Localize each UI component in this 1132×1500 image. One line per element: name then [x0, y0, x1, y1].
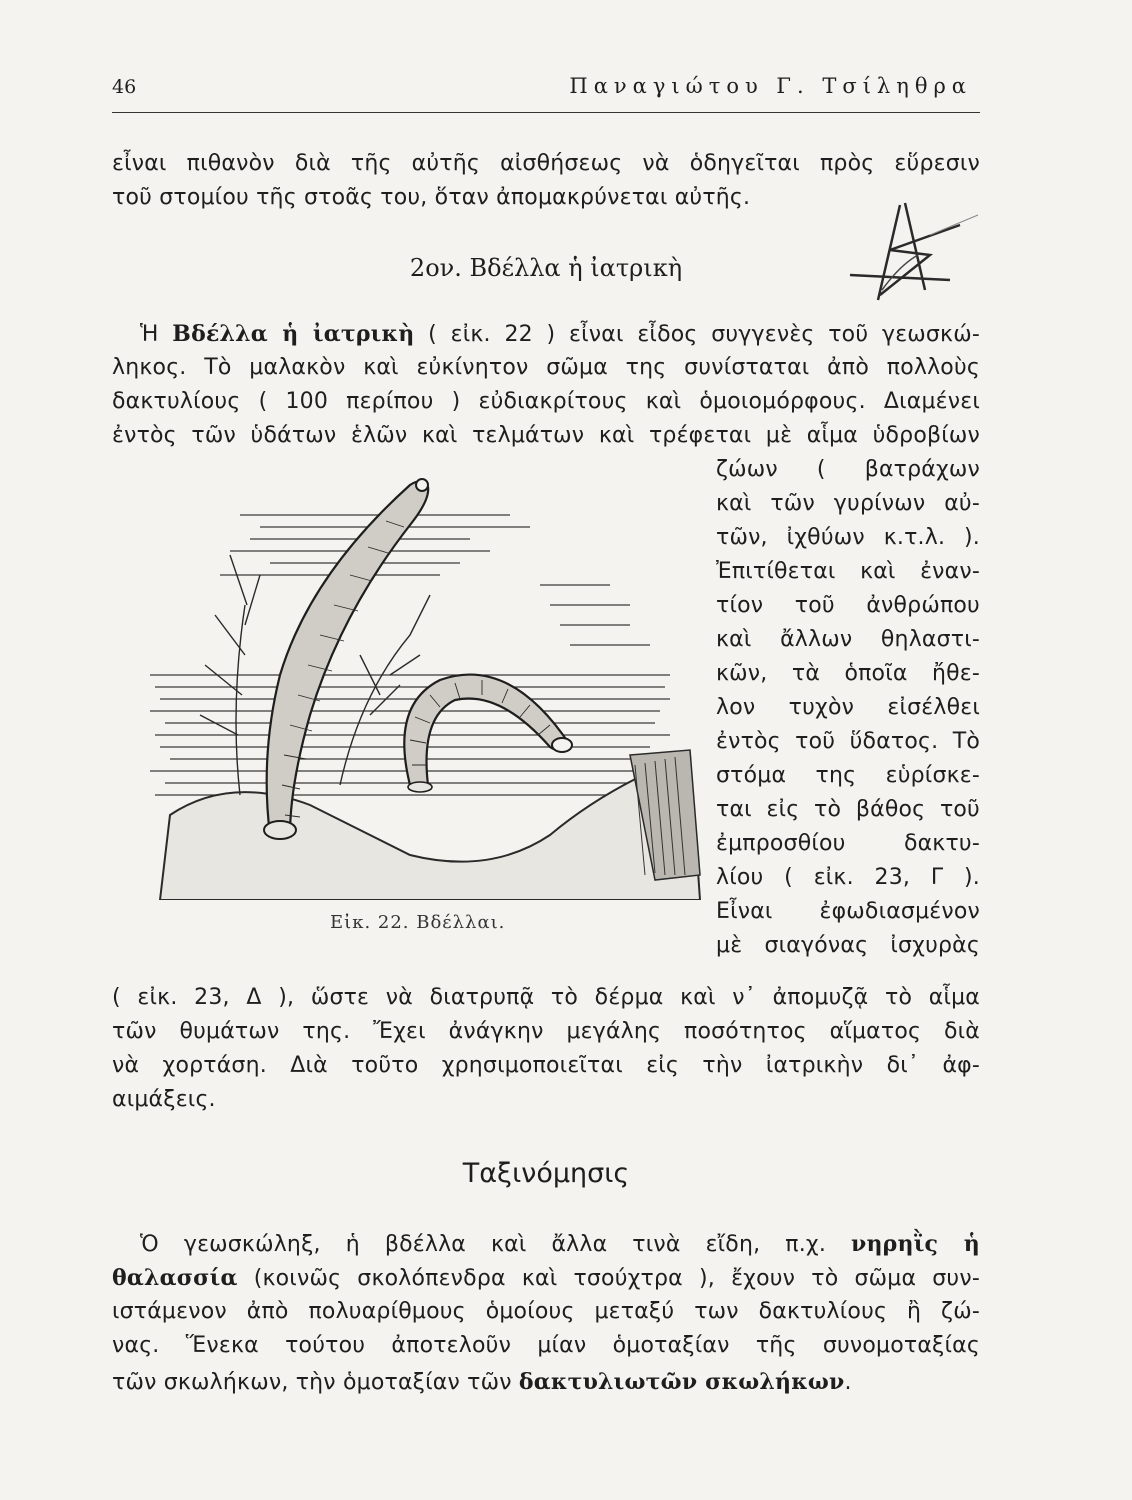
text-line: δακτυλίους ( 100 περίπου ) εὐδιακρίτους καὶ ὁμοιομόρφους. Διαμένει: [112, 389, 980, 414]
classification-heading: Ταξινόμησις: [462, 1158, 630, 1189]
bold-term: νηρηῒς ἡ: [851, 1231, 980, 1257]
bold-term: Βδέλλα ἡ ἰατρικὴ: [172, 321, 415, 347]
running-title: Παναγιώτου Γ. Τσίληθρα: [569, 74, 972, 98]
text-line: Εἶναι ἐφωδιασμένον: [716, 899, 980, 924]
handwritten-mark: [830, 195, 980, 310]
text-line: αιμάξεις.: [112, 1087, 216, 1112]
text-line: νας. Ἕνεκα τούτου ἀποτελοῦν μίαν ὁμοταξίαν τῆς συνομοταξίας: [112, 1333, 980, 1358]
text-line: ἐντὸς τοῦ ὕδατος. Τὸ: [716, 729, 980, 754]
text-line: κῶν, τὰ ὁποῖα ἤθε-: [716, 661, 980, 686]
text-line: λον τυχὸν εἰσέλθει: [716, 695, 980, 720]
text-line: τοῦ στομίου τῆς στοᾶς του, ὅταν ἀπομακρύνεται αὐτῆς.: [112, 185, 751, 210]
paragraph-first-line: [140, 1228, 980, 1261]
leech-illustration: [110, 455, 710, 900]
text-span: .: [844, 1370, 852, 1395]
text-line: ιστάμενον ἀπὸ πολυαρίθμους ὁμοίους μεταξύ των δακτυλίους ἢ ζώ-: [112, 1299, 980, 1324]
bold-term: θαλασσία: [112, 1265, 238, 1291]
text-span: (κοινῶς σκολόπενδρα καὶ τσούχτρα ), ἔχουν τὸ σῶμα συν-: [237, 1266, 980, 1291]
text-line: μὲ σιαγόνας ἰσχυρὰς: [716, 933, 980, 958]
text-line: λίου ( εἰκ. 23, Γ ).: [716, 865, 980, 890]
text-line: καὶ ἄλλων θηλαστι-: [716, 627, 980, 652]
page-header: [112, 72, 980, 113]
text-line: τῶν θυμάτων της. Ἔχει ἀνάγκην μεγάλης ποσότητος αἵματος διὰ: [112, 1019, 980, 1044]
text-line: [112, 1366, 980, 1399]
text-line: καὶ τῶν γυρίνων αὐ-: [716, 491, 980, 516]
text-line: στόμα της εὑρίσκε-: [716, 763, 980, 788]
text-line: εἶναι πιθανὸν διὰ τῆς αὐτῆς αἰσθήσεως νὰ ὁδηγεῖται πρὸς εὕρεσιν: [112, 151, 980, 176]
text-line: ληκος. Τὸ μαλακὸν καὶ εὐκίνητον σῶμα της συνίσταται ἀπὸ πολλοὺς: [112, 355, 980, 380]
text-line: ται εἰς τὸ βάθος τοῦ: [716, 797, 980, 822]
figure-caption: Εἰκ. 22. Βδέλλαι.: [330, 912, 506, 933]
section-heading: 2ον. Βδέλλα ἡ ἰατρικὴ: [409, 254, 683, 282]
text-line: [112, 1262, 980, 1295]
text-line: ζώων ( βατράχων: [716, 457, 980, 482]
text-span: Ὁ γεωσκώληξ, ἡ βδέλλα καὶ ἄλλα τινὰ εἴδη, π.χ.: [140, 1232, 852, 1257]
text-line: ( εἰκ. 23, Δ ), ὥστε νὰ διατρυπᾷ τὸ δέρμα καὶ ν᾽ ἀπομυζᾷ τὸ αἷμα: [112, 985, 980, 1010]
text-span: τῶν σκωλήκων, τὴν ὁμοταξίαν τῶν: [112, 1370, 519, 1395]
paragraph-first-line: [140, 318, 980, 351]
text-line: ἐντὸς τῶν ὑδάτων ἑλῶν καὶ τελμάτων καὶ τρέφεται μὲ αἷμα ὑδροβίων: [112, 423, 980, 448]
bold-term: δακτυλιωτῶν σκωλήκων: [518, 1369, 845, 1395]
text-line: νὰ χορτάση. Διὰ τοῦτο χρησιμοποιεῖται εἰς τὴν ἰατρικὴν δι᾽ ἀφ-: [112, 1053, 980, 1078]
text-line: τίον τοῦ ἀνθρώπου: [716, 593, 980, 618]
text-span: ( εἰκ. 22 ) εἶναι εἶδος συγγενὲς τοῦ γεωσκώ-: [414, 322, 980, 347]
text-line: Ἐπιτίθεται καὶ ἐναν-: [716, 559, 980, 584]
text-line: ἐμπροσθίου δακτυ-: [716, 831, 980, 856]
page-number: 46: [112, 76, 137, 98]
text-line: τῶν, ἰχθύων κ.τ.λ. ).: [716, 525, 980, 550]
text-span: Ἡ: [140, 322, 173, 347]
